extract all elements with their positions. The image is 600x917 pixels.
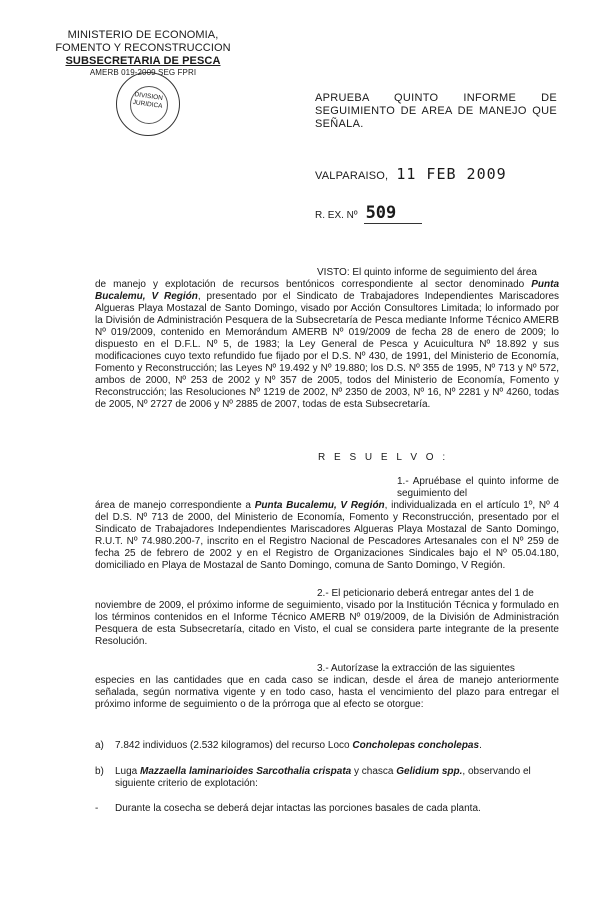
visto-text-2: , presentado por el Sindicato de Trabajadores Independientes Mariscadores Algueras Playa Mostazal de Santo Domingo, visado por Acción Consultores Limitada; lo informado por la División de Administración Pesquera de la Subsecretaría de Pesca mediante Informe Técnico AMERB Nº 019/2009, contenido en Memorándum AMERB Nº 019/2009 de fecha 28 de enero de 2009; lo dispuesto en el D.F.L. Nº 5, de 1983; la Ley General de Pesca y Acuicultura Nº 18.892 y sus modificaciones cuyo texto refundido fue fijado por el D.S. Nº 430, de 1991, del Ministerio de Economía, Fomento y Reconstrucción; las Leyes Nº 19.492 y Nº 19.880; los D.S. Nº 355 de 1995, Nº 713 y Nº 572, ambos de 2000, Nº 253 de 2002 y Nº 357 de 2005, todos del Ministerio de Economía, Fomento y Reconstrucción; las Resoluciones Nº 1219 de 2002, Nº 2350 de 2003, Nº 16, Nº 2281 y Nº 4260, todas de 2005, Nº 2727 de 2006 y Nº 2885 de 2007, todas de esta Subsecretaría.: [95, 291, 560, 410]
item-b-species-1: Mazzaella laminarioides Sarcothalia crispata: [140, 766, 352, 777]
date-stamp: 11 FEB 2009: [396, 165, 507, 183]
visto-paragraph: [95, 267, 559, 411]
summary-line-1: APRUEBA QUINTO INFORME DE: [315, 92, 557, 104]
item-1-text-2: , individualizada en el artículo 1º, Nº 4 del D.S. Nº 713 de 2000, del Ministerio de Economía, Fomento y Reconstrucción, presentado por el Sindicato de Trabajadores Independientes Mariscadores Algueras Playa Mostazal de Santo Domingo, R.U.T. Nº 74.980.200-7, inscrito en el Registro Nacional de Pescadores Artesanales con el Nº 259 de fecha 25 de febrero de 2002 y en el Registro de Organizaciones Sindicales bajo el Nº 05.04.180, domiciliado en Playa de Mostazal de Santo Domingo, comuna de Santo Domingo, V Región.: [95, 500, 560, 571]
species-item-b: [95, 766, 559, 790]
item-2-lead: 2.- El peticionario deberá entregar antes del 1 de: [317, 588, 534, 599]
item-1-body: [95, 500, 559, 572]
visto-body: [95, 279, 559, 411]
letterhead-ministry-2: FOMENTO Y RECONSTRUCCION: [55, 42, 231, 54]
item-a-tag: a): [95, 740, 104, 751]
date-line: [315, 165, 507, 183]
rex-label: R. EX. Nº: [315, 210, 358, 221]
item-1-lead: 1.- Apruébase el quinto informe de seguimiento del: [397, 476, 559, 499]
letterhead-ministry: MINISTERIO DE ECONOMIA,: [67, 29, 219, 41]
criterion-dash: -: [95, 803, 99, 814]
resolution-item-3: [95, 663, 559, 711]
date-city: VALPARAISO,: [315, 170, 389, 182]
division-juridica-stamp: [116, 72, 180, 136]
resuelvo-heading: R E S U E L V O :: [318, 452, 449, 463]
letterhead: [48, 29, 238, 78]
stamp-line-1: DIVISION: [133, 91, 164, 102]
item-b-species-2: Gelidium spp.: [396, 766, 463, 777]
resolution-number: [315, 203, 422, 223]
summary-line-3: SEÑALA.: [315, 118, 364, 130]
criterion-text: Durante la cosecha se deberá dejar intactas las porciones basales de cada planta.: [115, 803, 481, 814]
item-b-text-2: y chasca: [354, 766, 394, 777]
visto-lead: VISTO: El quinto informe de seguimiento del área: [317, 267, 537, 278]
resolution-item-2: [95, 588, 559, 648]
item-b-tag: b): [95, 766, 104, 777]
item-3-body: especies en las cantidades que en cada caso se indican, desde el área de manejo anteriormente señalada, según normativa vigente y en todo caso, hasta el vencimiento del plazo para entregar el próximo informe de seguimiento o de la prórroga que al efecto se otorgue:: [95, 675, 559, 710]
item-a-text: 7.842 individuos (2.532 kilogramos) del recurso Loco: [115, 740, 350, 751]
item-1-place: Punta Bucalemu, V Región: [254, 500, 385, 511]
visto-place: Punta Bucalemu, V Región: [95, 279, 560, 302]
item-b-text-1: Luga: [115, 766, 138, 777]
visto-text-1: de manejo y explotación de recursos bentónicos correspondiente al sector denominado: [95, 279, 525, 290]
exploitation-criterion: [95, 803, 559, 815]
letterhead-reference: AMERB 019-2009 SEG FPRI: [89, 68, 197, 77]
item-3-lead: 3.- Autorízase la extracción de las siguientes: [317, 663, 515, 674]
item-1-text-1: área de manejo correspondiente a: [95, 500, 251, 511]
species-item-a: [95, 740, 559, 752]
stamp-line-2: JURIDICA: [132, 98, 163, 111]
letterhead-subsecretaria: SUBSECRETARIA DE PESCA: [65, 55, 221, 67]
resolution-item-1: [95, 476, 559, 572]
item-a-species: Concholepas concholepas: [352, 740, 480, 751]
rex-number: 509: [364, 203, 423, 224]
resolution-summary: [315, 92, 557, 131]
summary-line-2: SEGUIMIENTO DE AREA DE MANEJO QUE: [315, 105, 557, 117]
item-2-body: noviembre de 2009, el próximo informe de seguimiento, visado por la Institución Técnica y formulado en los términos contenidos en el Informe Técnico AMERB Nº 019/2009, de la División de Administración Pesquera de esta Subsecretaría, citado en Visto, el cual se considera parte integrante de la presente Resolución.: [95, 600, 559, 647]
item-a-end: .: [479, 740, 482, 751]
item-b-text-3: , observando el siguiente criterio de explotación:: [115, 766, 531, 789]
